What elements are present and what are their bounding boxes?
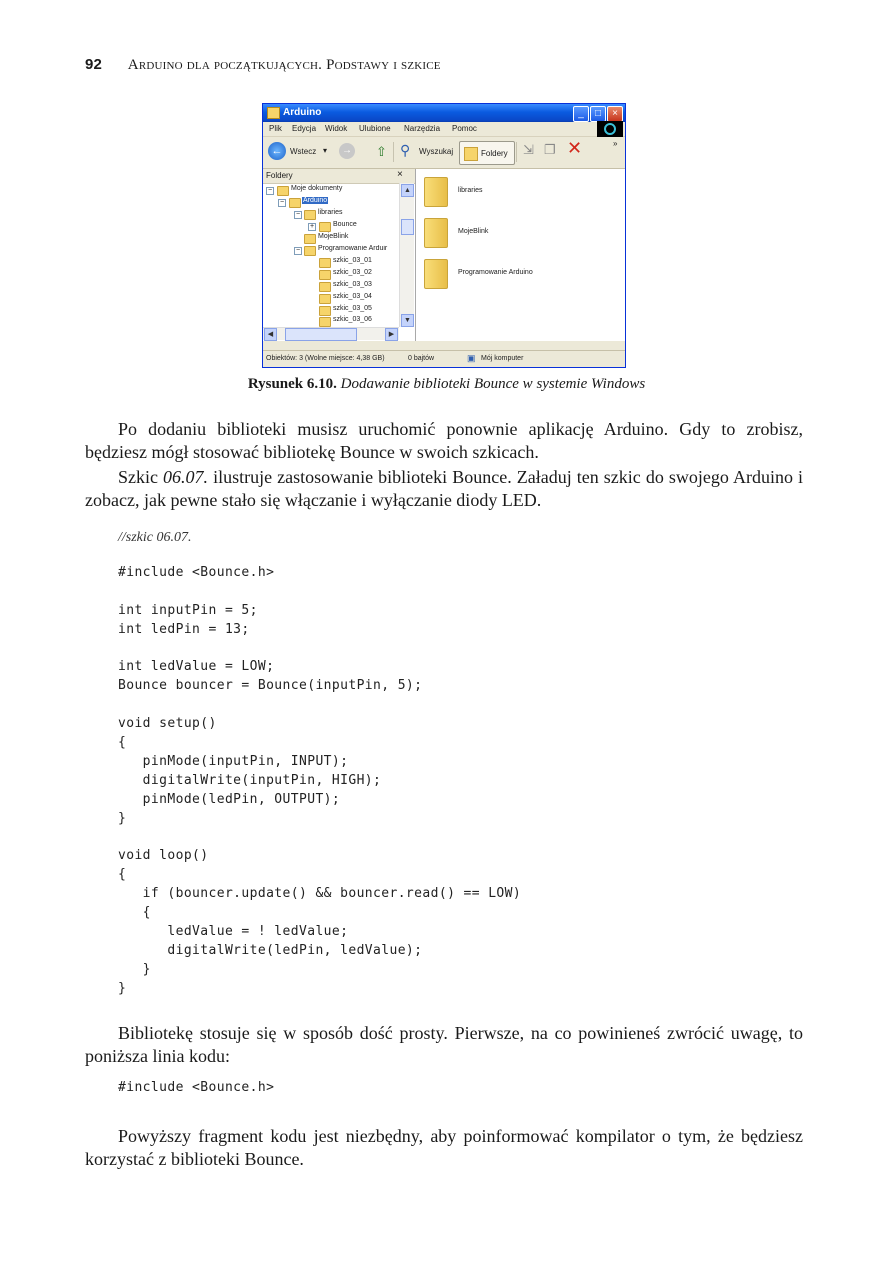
code-line <box>118 583 521 602</box>
code-line <box>118 640 521 659</box>
folder-icon <box>424 218 448 248</box>
menu-bar <box>263 122 625 137</box>
tree-item: szkic_03_03 <box>266 281 396 292</box>
status-size: 0 bajtów <box>408 355 435 362</box>
code-line: } <box>118 980 127 996</box>
scroll-up-icon: ▲ <box>401 184 414 197</box>
caption-label: Rysunek 6.10. <box>247 376 337 392</box>
delete-icon: ✕ <box>567 138 583 158</box>
close-icon: × <box>607 106 623 122</box>
code-line: pinMode(inputPin, INPUT); <box>118 753 349 769</box>
more-chevron-icon: » <box>613 139 618 148</box>
code-comment: //szkic 06.07. <box>118 530 192 545</box>
tree-item: szkic_03_05 <box>266 305 396 316</box>
caption-text: Dodawanie biblioteki Bounce w systemie Windows <box>340 376 646 392</box>
menu-item: Narzędzia <box>404 124 441 133</box>
scroll-thumb <box>285 328 357 341</box>
status-location: Mój komputer <box>481 355 524 362</box>
code-line: ledValue = ! ledValue; <box>118 923 349 939</box>
folder-icon <box>267 107 280 119</box>
tree-item: − libraries <box>295 209 343 218</box>
windows-logo-icon <box>597 121 623 137</box>
tree-item: − Arduino <box>279 197 328 206</box>
code-line: { <box>118 735 127 751</box>
code-line: Bounce bouncer = Bounce(inputPin, 5); <box>118 678 423 694</box>
code-line: digitalWrite(inputPin, HIGH); <box>118 772 382 788</box>
running-header <box>85 56 441 74</box>
move-to-icon: ⇲ <box>523 142 534 157</box>
folders-pane-title: Foldery <box>266 171 293 180</box>
status-objects: Obiektów: 3 (Wolne miejsce: 4,38 GB) <box>266 355 385 362</box>
code-snippet: #include <Bounce.h> <box>118 1080 275 1095</box>
menu-item: Plik <box>269 124 282 133</box>
figure-caption <box>0 376 893 393</box>
back-label: Wstecz <box>290 147 317 156</box>
code-line: { <box>118 905 151 921</box>
computer-icon: ▣ <box>467 353 476 363</box>
menu-item: Edycja <box>292 124 317 133</box>
paragraph: Szkic 06.07. ilustruje zastosowanie biblioteki Bounce. Załaduj ten szkic do swojego Arduino i zobacz, jak pewne stało się włączanie i wyłączanie diody LED. <box>85 467 803 510</box>
folder-icon <box>424 177 448 207</box>
tree-item: szkic_03_01 <box>266 257 396 268</box>
menu-item: Ulubione <box>359 124 391 133</box>
scroll-down-icon: ▼ <box>401 314 414 327</box>
code-line: { <box>118 867 127 883</box>
scroll-right-icon: ▶ <box>385 328 398 341</box>
page-number: 92 <box>85 56 103 73</box>
window-title: Arduino <box>283 107 322 118</box>
scroll-left-icon: ◀ <box>264 328 277 341</box>
dropdown-arrow-icon: ▾ <box>323 146 328 155</box>
code-line: void setup() <box>118 716 217 732</box>
code-line: void loop() <box>118 848 209 864</box>
maximize-icon: □ <box>590 106 606 122</box>
horizontal-scrollbar <box>263 327 399 340</box>
code-line <box>118 828 521 847</box>
tree-item: szkic_03_04 <box>266 293 396 304</box>
paragraph: Po dodaniu biblioteki musisz uruchomić ponownie aplikację Arduino. Gdy to zrobisz, będziesz mógł stosować bibliotekę Bounce w swoich szkicach. <box>85 419 803 462</box>
folders-pane-header <box>263 169 415 184</box>
code-listing <box>118 564 521 998</box>
content-pane <box>416 169 625 341</box>
search-label: Wyszukaj <box>419 147 454 156</box>
folders-label: Foldery <box>481 149 508 158</box>
code-line <box>118 696 521 715</box>
content-item-label: Programowanie Arduino <box>458 269 533 276</box>
code-line: int ledPin = 13; <box>118 621 250 637</box>
paragraph: Powyższy fragment kodu jest niezbędny, aby poinformować kompilator o tym, że będziesz korzystać z biblioteki Bounce. <box>85 1126 803 1169</box>
copy-to-icon: ❐ <box>544 142 556 157</box>
folder-icon <box>424 259 448 289</box>
folders-pane <box>263 169 416 341</box>
close-pane-icon: × <box>397 169 403 180</box>
menu-item: Widok <box>325 124 348 133</box>
tree-item: + Bounce <box>309 221 357 230</box>
tree-item: szkic_03_06 <box>266 316 396 327</box>
code-line: } <box>118 810 127 826</box>
code-line: if (bouncer.update() && bouncer.read() == LOW) <box>118 886 522 902</box>
folders-button <box>459 141 515 165</box>
forward-arrow-icon: → <box>339 143 355 159</box>
code-line: #include <Bounce.h> <box>118 565 275 580</box>
window-titlebar <box>263 104 625 122</box>
back-arrow-icon: ← <box>268 142 286 160</box>
code-line: digitalWrite(ledPin, ledValue); <box>118 942 423 958</box>
tree-item: − Programowanie Arduir <box>295 245 388 254</box>
tree-item: szkic_03_02 <box>266 269 396 280</box>
tree-item: MojeBlink <box>266 233 396 244</box>
code-line: int ledValue = LOW; <box>118 659 275 675</box>
book-title: Arduino dla początkujących. Podstawy i szkice <box>127 57 441 73</box>
content-item-label: MojeBlink <box>458 228 489 235</box>
vertical-scrollbar <box>399 183 414 327</box>
menu-item: Pomoc <box>452 124 477 133</box>
code-line: pinMode(ledPin, OUTPUT); <box>118 791 341 807</box>
toolbar <box>263 137 625 169</box>
explorer-window-screenshot <box>262 103 626 368</box>
minimize-icon: _ <box>573 106 589 122</box>
status-bar <box>263 350 625 367</box>
tree-item: − Moje dokumenty <box>267 185 343 194</box>
folders-icon <box>464 147 478 161</box>
search-icon: ⚲ <box>400 142 411 158</box>
content-item-label: libraries <box>458 187 483 194</box>
code-line: int inputPin = 5; <box>118 602 258 618</box>
up-folder-icon: ⇧ <box>376 144 387 159</box>
code-line: } <box>118 961 151 977</box>
scroll-thumb <box>401 219 414 235</box>
paragraph: Bibliotekę stosuje się w sposób dość prosty. Pierwsze, na co powinieneś zwrócić uwagę, to poniższa linia kodu: <box>85 1023 803 1066</box>
